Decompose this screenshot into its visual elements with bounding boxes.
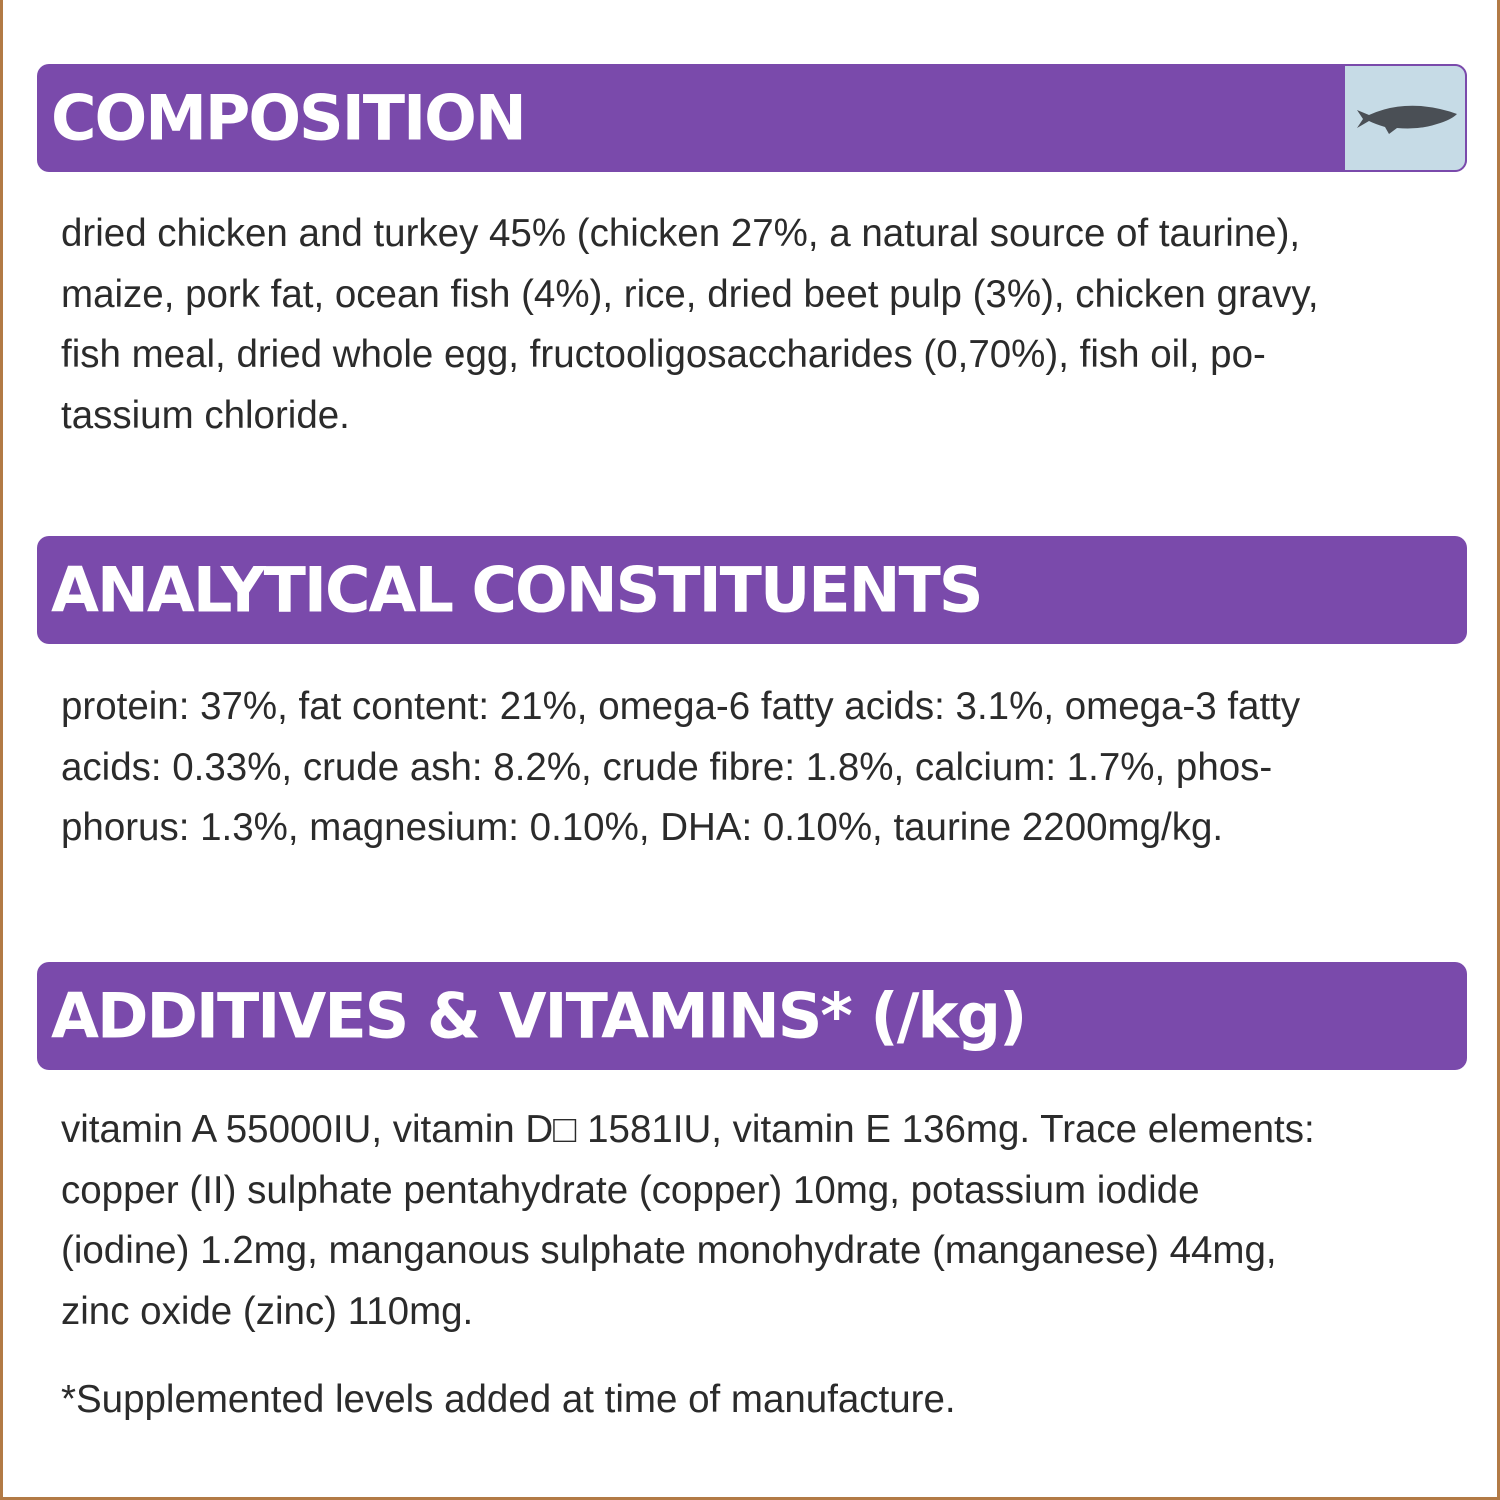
text-line: copper (II) sulphate pentahydrate (copper) 10mg, potassium iodide	[61, 1168, 1200, 1212]
text-line: fish meal, dried whole egg, fructooligosaccharides (0,70%), fish oil, po-	[61, 333, 1266, 376]
analytical-banner	[37, 536, 1467, 644]
text-line: acids: 0.33%, crude ash: 8.2%, crude fibre: 1.8%, calcium: 1.7%, phos-	[61, 745, 1273, 789]
composition-banner	[37, 64, 1467, 172]
analytical-text	[61, 677, 1466, 859]
additives-text	[61, 1100, 1466, 1342]
text-line: protein: 37%, fat content: 21%, omega-6 fatty acids: 3.1%, omega-3 fatty	[61, 685, 1301, 728]
composition-title: COMPOSITION	[51, 81, 525, 155]
text-line: phorus: 1.3%, magnesium: 0.10%, DHA: 0.10%, taurine 2200mg/kg.	[61, 806, 1224, 849]
composition-text	[61, 204, 1466, 446]
additives-title: ADDITIVES & VITAMINS* (/kg)	[51, 979, 1026, 1053]
text-line: (iodine) 1.2mg, manganous sulphate monohydrate (manganese) 44mg,	[61, 1229, 1277, 1272]
text-line: vitamin A 55000IU, vitamin D□ 1581IU, vitamin E 136mg. Trace elements:	[61, 1108, 1315, 1151]
text-line: zinc oxide (zinc) 110mg.	[61, 1289, 474, 1333]
fish-icon	[1353, 100, 1461, 136]
text-line: maize, pork fat, ocean fish (4%), rice, dried beet pulp (3%), chicken gravy,	[61, 272, 1319, 316]
footnote: *Supplemented levels added at time of manufacture.	[61, 1378, 956, 1421]
analytical-title: ANALYTICAL CONSTITUENTS	[51, 553, 982, 627]
text-line: tassium chloride.	[61, 393, 350, 437]
fish-icon-box	[1343, 64, 1467, 172]
additives-banner	[37, 962, 1467, 1070]
text-line: dried chicken and turkey 45% (chicken 27%, a natural source of taurine),	[61, 212, 1301, 255]
